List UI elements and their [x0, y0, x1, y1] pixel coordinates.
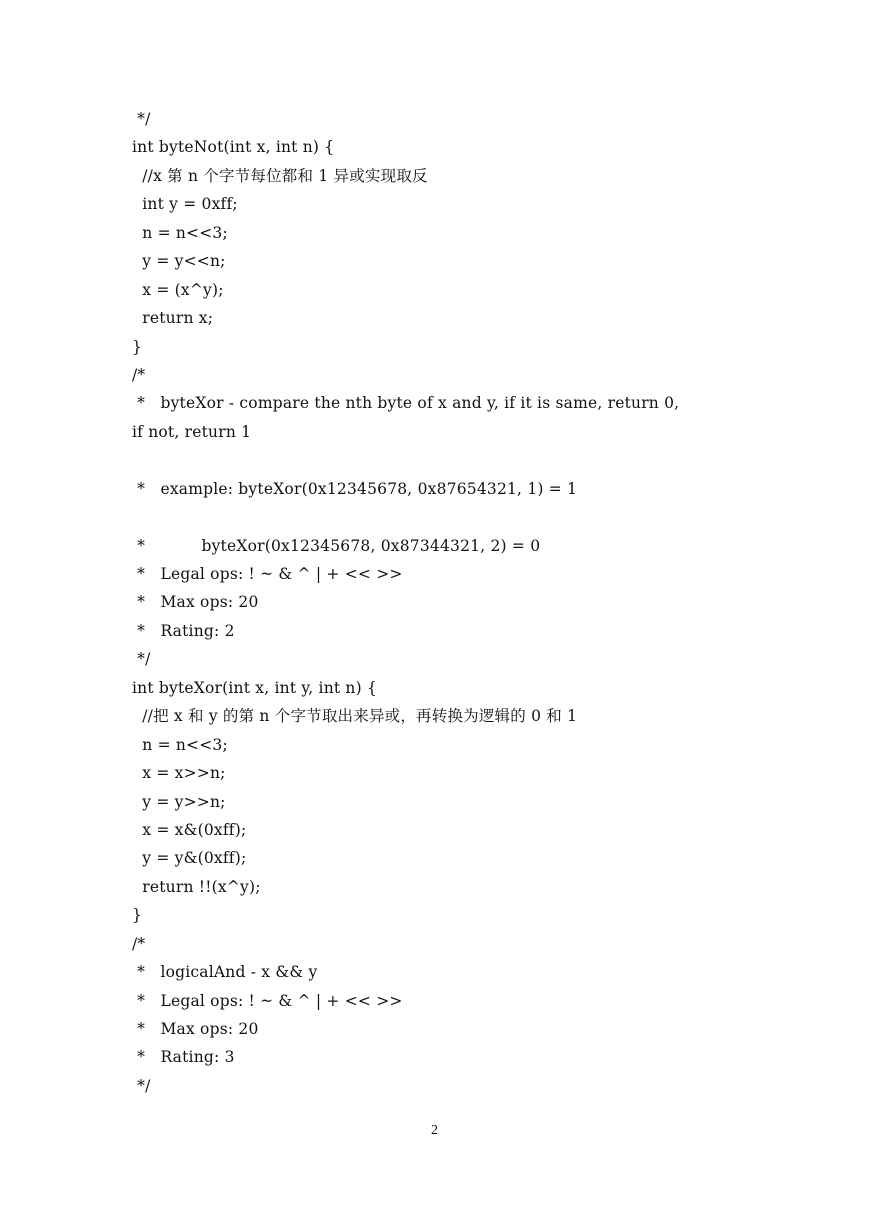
code-line: y = y&(0xff);: [132, 849, 247, 868]
code-line: n = n<<3;: [132, 223, 228, 242]
code-line: return !!(x^y);: [132, 877, 261, 896]
code-line: y = y>>n;: [132, 792, 226, 811]
code-listing: [132, 105, 792, 1100]
code-line: * logicalAnd - x && y: [132, 963, 318, 982]
code-comment-line: //把 x 和 y 的第 n 个字节取出来异或，再转换为逻辑的 0 和 1: [132, 707, 578, 726]
code-line: /*: [132, 365, 146, 384]
code-line: * Rating: 3: [132, 1048, 235, 1067]
code-line: * Legal ops: ! ~ & ^ | + << >>: [132, 991, 403, 1010]
code-line: * Legal ops: ! ~ & ^ | + << >>: [132, 565, 403, 583]
code-line: */: [132, 650, 151, 669]
code-line: x = x>>n;: [132, 764, 226, 783]
code-line: int byteNot(int x, int n) {: [132, 138, 335, 157]
code-line: y = y<<n;: [132, 252, 226, 271]
code-line: * Max ops: 20: [132, 593, 259, 612]
code-line: int y = 0xff;: [132, 195, 238, 214]
blank-line: [132, 446, 792, 474]
code-comment-line: //x 第 n 个字节每位都和 1 异或实现取反: [132, 166, 428, 185]
code-line: }: [132, 337, 143, 356]
blank-line: [132, 503, 792, 531]
code-line: * byteXor - compare the nth byte of x and y, if it is same, return 0,: [132, 394, 680, 413]
code-line: x = (x^y);: [132, 280, 224, 299]
code-line: x = x&(0xff);: [132, 820, 247, 839]
code-line: * Max ops: 20: [132, 1020, 259, 1038]
code-line: }: [132, 906, 143, 925]
code-line: * Rating: 2: [132, 621, 235, 640]
code-line: int byteXor(int x, int y, int n) {: [132, 678, 378, 697]
code-line: if not, return 1: [132, 422, 252, 441]
page-number: 2: [431, 1123, 438, 1138]
code-line: * byteXor(0x12345678, 0x87344321, 2) = 0: [132, 536, 541, 555]
code-line: return x;: [132, 309, 214, 328]
code-line: * example: byteXor(0x12345678, 0x87654321, 1) = 1: [132, 479, 578, 498]
code-line: */: [132, 110, 151, 128]
code-line: */: [132, 1076, 151, 1095]
code-line: /*: [132, 934, 146, 953]
code-line: n = n<<3;: [132, 735, 228, 754]
